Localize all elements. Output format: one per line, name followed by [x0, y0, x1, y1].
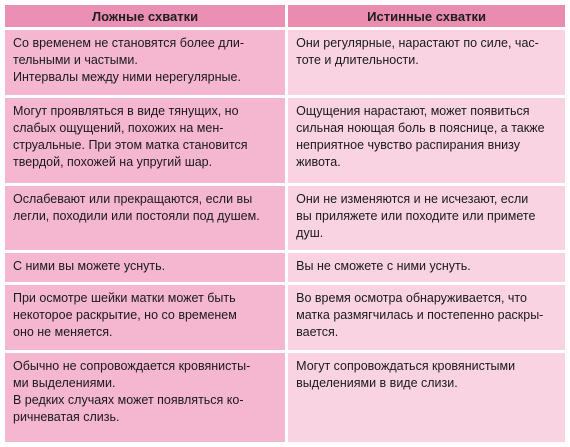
cell-text-line: струальные. При этом матка становится	[13, 138, 248, 153]
cell-text-line: Они не изменяются и не исчезают, если	[296, 191, 529, 206]
cell-text-line: С ними вы можете уснуть.	[13, 259, 166, 274]
cell-text-line: При осмотре шейки матки может быть	[13, 291, 236, 306]
table-row	[5, 285, 565, 349]
header-false-contractions: Ложные схватки	[5, 5, 285, 27]
table-row	[5, 353, 565, 442]
cell-false	[5, 186, 285, 250]
cell-text-line: Ощущения нарастают, может появиться	[296, 104, 530, 119]
cell-text-line: Интервалы между ними нерегулярные.	[13, 70, 241, 84]
cell-false	[5, 98, 285, 182]
cell-text-line: сильная ноющая боль в пояснице, а также	[296, 121, 545, 136]
cell-text-line: ми выделениями.	[13, 375, 116, 390]
cell-text-line: вается.	[296, 325, 339, 340]
cell-text-line: Во время осмотра обнаруживается, что	[296, 291, 527, 306]
cell-true	[288, 353, 565, 442]
header-true-contractions: Истинные схватки	[288, 5, 565, 27]
table-row	[5, 30, 565, 95]
cell-true	[288, 186, 565, 250]
cell-text-line: некоторое раскрытие, но со временем	[13, 308, 237, 323]
cell-true	[288, 30, 565, 95]
contractions-comparison-table	[2, 2, 568, 445]
cell-text-line: Ослабевают или прекращаются, если вы	[13, 191, 253, 206]
table-header-row	[5, 5, 565, 27]
cell-text-line: слабых ощущений, похожих на мен-	[13, 121, 224, 136]
cell-true	[288, 285, 565, 349]
cell-text-line: матка размягчилась и постепенно раскры-	[296, 308, 544, 323]
cell-text-line: неприятное чувство распирания внизу	[296, 138, 520, 153]
table-row	[5, 253, 565, 282]
cell-text-line: живота.	[296, 155, 341, 170]
cell-false	[5, 353, 285, 442]
cell-text-line: выделениями в виде слизи.	[296, 375, 458, 390]
cell-text-line: оно не меняется.	[13, 325, 113, 340]
cell-text-line: вы приляжете или походите или примете	[296, 208, 536, 223]
cell-text-line: легли, походили или постояли под душем.	[13, 208, 260, 223]
cell-text-line: Могут проявляться в виде тянущих, но	[13, 104, 239, 119]
cell-text-line: ричневатая слизь.	[13, 409, 120, 424]
comparison-table	[2, 2, 568, 445]
cell-text-line: Могут сопровождаться кровянистыми	[296, 358, 516, 373]
table-row	[5, 186, 565, 250]
cell-text-line: Они регулярные, нарастают по силе, час-	[296, 36, 539, 50]
cell-text-line: Вы не сможете с ними уснуть.	[296, 259, 471, 274]
table-row	[5, 98, 565, 182]
cell-true	[288, 253, 565, 282]
cell-false	[5, 285, 285, 349]
cell-true	[288, 98, 565, 182]
cell-false	[5, 253, 285, 282]
cell-text-line: В редких случаях может появляться ко-	[13, 392, 244, 407]
cell-text-line: тоте и длительности.	[296, 53, 419, 67]
cell-text-line: Со временем не становятся более дли-	[13, 36, 245, 50]
cell-text-line: твердой, похожей на упругий шар.	[13, 155, 213, 170]
cell-text-line: тельными и частыми.	[13, 53, 138, 67]
cell-text-line: душ.	[296, 225, 324, 240]
cell-false	[5, 30, 285, 95]
cell-text-line: Обычно не сопровождается кровянисты-	[13, 358, 251, 373]
